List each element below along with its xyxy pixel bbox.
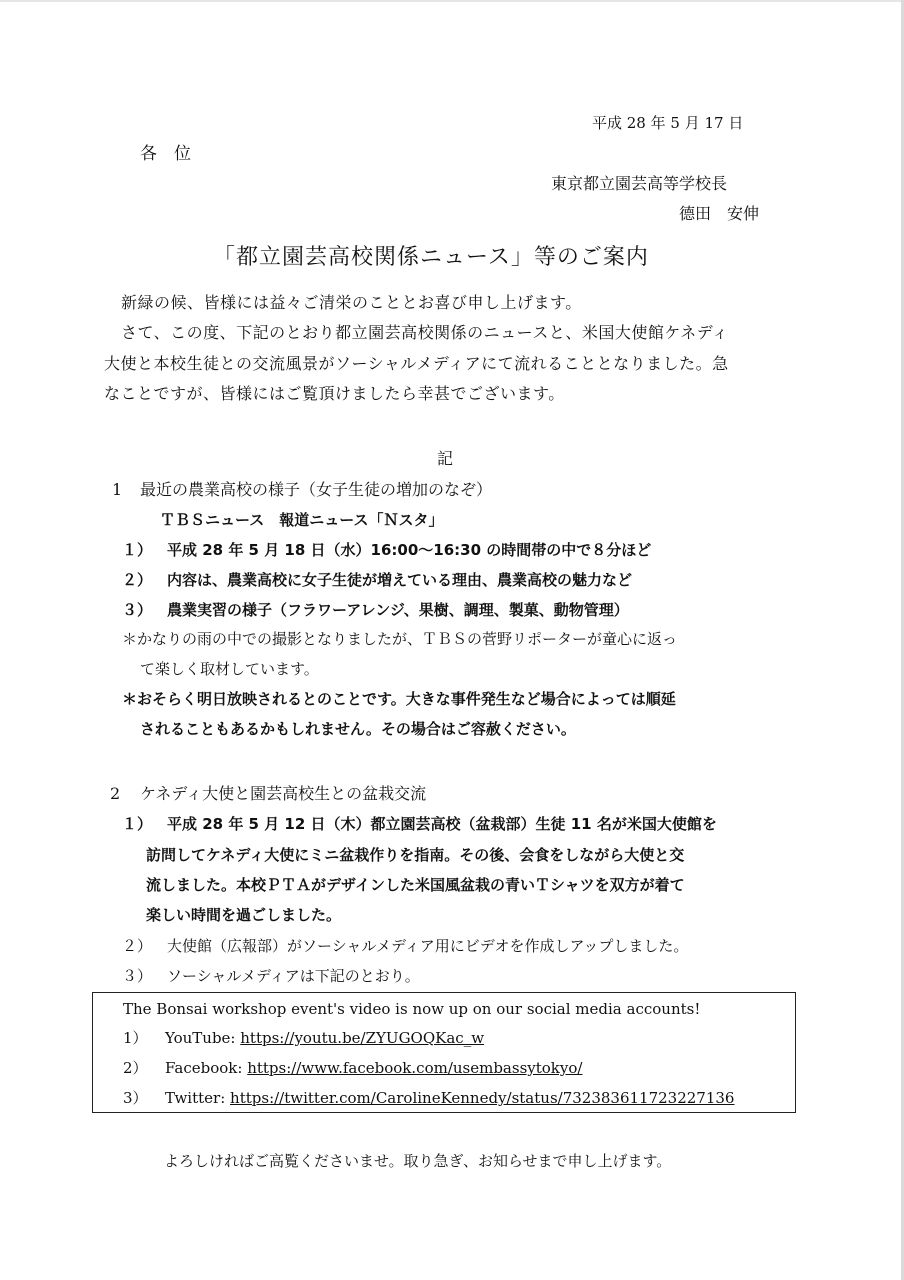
section1-program: ＴＢＳニュース 報道ニュース「Ｎスタ」 [160,511,444,529]
facebook-link[interactable]: https://www.facebook.com/usembassytokyo/ [247,1059,583,1077]
section2-item1-line1: 平成 28 年 5 月 12 日（木）都立園芸高校（盆栽部）生徒 11 名が米国大使館を [167,815,717,833]
addressee: 各 位 [140,144,191,164]
facebook-entry [165,1061,582,1076]
section2-item1-number: １） [122,815,153,833]
section1-note1-line2: て楽しく取材しています。 [140,660,319,678]
ki-heading: 記 [437,449,454,468]
document-title: 「都立園芸高校関係ニュース」等のご案内 [213,245,649,270]
section2-item2-text: 大使館（広報部）がソーシャルメディア用にビデオを作成しアップしました。 [167,937,689,955]
section1-item1-text: 平成 28 年 5 月 18 日（水）16:00～16:30 の時間帯の中で８分ほど [167,541,652,559]
social-media-box [92,992,796,1113]
twitter-label: Twitter: [165,1089,231,1107]
facebook-label: Facebook: [165,1059,248,1077]
intro-line-3: 大使と本校生徒との交流風景がソーシャルメディアにて流れることとなりました。急 [104,354,729,373]
section2-item1-line2: 訪問してケネディ大使にミニ盆栽作りを指南。その後、会食をしながら大使と交 [146,846,685,864]
section2-item3-number: ３） [122,967,153,985]
section1-item1-number: １） [122,541,153,559]
intro-line-1: 新緑の候、皆様には益々ご清栄のこととお喜び申し上げます。 [121,293,582,312]
section2-item1-line4: 楽しい時間を過ごしました。 [146,906,342,924]
section2-item1-line3: 流しました。本校ＰＴＡがデザインした米国風盆栽の青いＴシャツを双方が着て [146,876,685,894]
section1-note2-line1: ＊おそらく明日放映されるとのことです。大きな事件発生など場合によっては順延 [122,690,676,708]
box-heading: The Bonsai workshop event's video is now up on our social media accounts! [123,1000,701,1018]
section1-heading: 最近の農業高校の様子（女子生徒の増加のなぞ） [140,480,493,499]
intro-line-2: さて、この度、下記のとおり都立園芸高校関係のニュースと、米国大使館ケネディ [121,323,729,342]
scan-top-edge [0,0,904,2]
document-date: 平成 28 年 5 月 17 日 [592,114,744,132]
youtube-number: 1） [123,1029,148,1047]
section1-item3-text: 農業実習の様子（フラワーアレンジ、果樹、調理、製菓、動物管理） [167,601,629,619]
sender-organization: 東京都立園芸高等学校長 [551,174,728,193]
section2-item3-text: ソーシャルメディアは下記のとおり。 [167,967,420,985]
twitter-number: 3） [123,1089,148,1107]
facebook-number: 2） [123,1059,148,1077]
section1-note2-line2: されることもあるかもしれません。その場合はご容赦ください。 [140,720,576,738]
section1-item2-number: ２） [122,571,153,589]
twitter-entry [165,1091,734,1106]
youtube-entry [165,1031,484,1046]
sender-name: 德田 安伸 [679,204,760,223]
section1-item3-number: ３） [122,601,153,619]
section2-number: 2 [110,784,121,803]
youtube-link[interactable]: https://youtu.be/ZYUGOQKac_w [240,1029,485,1047]
intro-line-4: なことですが、皆様にはご覧頂けましたら幸甚でございます。 [104,384,565,403]
section1-number: 1 [112,480,123,499]
youtube-label: YouTube: [165,1029,241,1047]
section2-item2-number: ２） [122,937,153,955]
section1-item2-text: 内容は、農業高校に女子生徒が増えている理由、農業高校の魅力など [167,571,633,589]
section1-note1-line1: ＊かなりの雨の中での撮影となりましたが、ＴＢＳの菅野リポーターが童心に返っ [122,630,678,648]
twitter-link[interactable]: https://twitter.com/CarolineKennedy/status/732383611723227136 [230,1089,735,1107]
section2-heading: ケネディ大使と園芸高校生との盆栽交流 [140,784,427,803]
closing-line: よろしければご高覧くださいませ。取り急ぎ、お知らせまで申し上げます。 [164,1152,672,1170]
